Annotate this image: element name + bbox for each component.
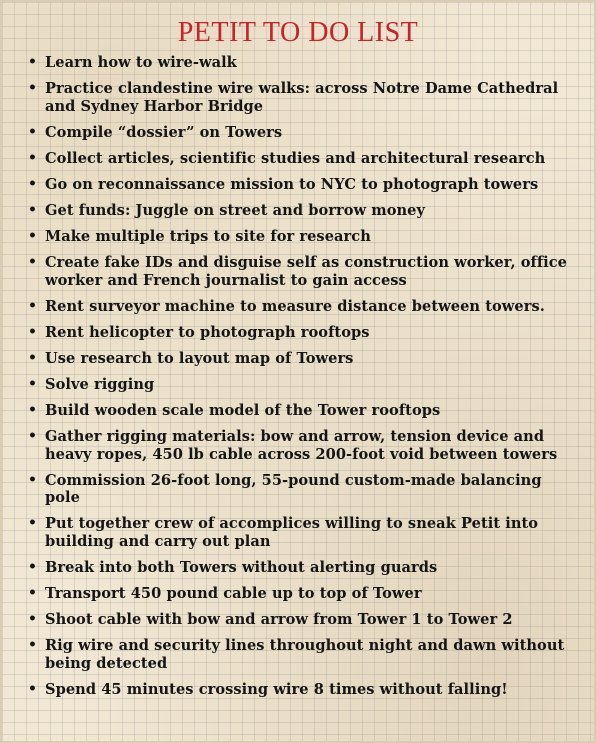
list-item-text: Practice clandestine wire walks: across Notre Dame Cathedral and Sydney Harbor Bridge — [45, 80, 559, 115]
bullet-icon: • — [28, 201, 37, 218]
list-item — [28, 428, 580, 463]
list-item — [28, 80, 580, 115]
bullet-icon: • — [28, 254, 37, 271]
list-item-text: Gather rigging materials: bow and arrow, tension device and heavy ropes, 450 lb cable across 200-foot void between towers — [45, 428, 558, 463]
page-title: PETIT TO DO LIST — [177, 17, 419, 48]
list-item-text: Collect articles, scientific studies and architectural research — [45, 149, 546, 167]
list-item — [28, 350, 580, 368]
list-item-text: Use research to layout map of Towers — [45, 349, 354, 367]
list-item — [28, 176, 580, 194]
list-item — [28, 585, 580, 603]
bullet-icon: • — [28, 376, 37, 393]
list-item — [28, 54, 580, 72]
list-item-text: Get funds: Juggle on street and borrow money — [45, 201, 426, 219]
list-item-text: Rent surveyor machine to measure distance between towers. — [45, 297, 545, 315]
list-item-text: Put together crew of accomplices willing to sneak Petit into building and carry out plan — [45, 515, 539, 550]
list-item-text: Learn how to wire-walk — [45, 54, 237, 71]
list-item — [28, 611, 580, 629]
list-item — [28, 298, 580, 316]
list-item — [28, 228, 580, 246]
bullet-icon: • — [28, 228, 37, 245]
list-item-text: Spend 45 minutes crossing wire 8 times without falling! — [45, 680, 508, 698]
bullet-icon: • — [28, 149, 37, 166]
list-item — [28, 124, 580, 142]
bullet-icon: • — [28, 349, 37, 366]
todo-list — [2, 48, 594, 698]
bullet-icon: • — [28, 428, 37, 445]
list-item-text: Create fake IDs and disguise self as construction worker, office worker and French journalist to gain access — [45, 254, 568, 289]
list-item — [28, 515, 580, 550]
list-item — [28, 254, 580, 289]
list-item-text: Make multiple trips to site for research — [45, 228, 371, 246]
bullet-icon: • — [28, 637, 37, 654]
list-item-text: Build wooden scale model of the Tower rooftops — [45, 402, 441, 420]
bullet-icon: • — [28, 175, 37, 192]
list-item — [28, 324, 580, 342]
list-item-text: Rig wire and security lines throughout night and dawn without being detected — [45, 637, 565, 672]
list-item-text: Solve rigging — [45, 376, 155, 394]
list-item — [28, 637, 580, 672]
list-item — [28, 681, 580, 699]
bullet-icon: • — [28, 515, 37, 532]
list-item-text: Compile “dossier” on Towers — [45, 123, 283, 141]
list-item-text: Shoot cable with bow and arrow from Tower 1 to Tower 2 — [45, 611, 513, 629]
bullet-icon: • — [28, 80, 37, 97]
list-item-text: Go on reconnaissance mission to NYC to photograph towers — [45, 175, 539, 193]
bullet-icon: • — [28, 297, 37, 314]
bullet-icon: • — [28, 611, 37, 628]
bullet-icon: • — [28, 323, 37, 340]
list-item — [28, 150, 580, 168]
list-item — [28, 559, 580, 577]
bullet-icon: • — [28, 123, 37, 140]
list-item — [28, 376, 580, 394]
list-item — [28, 472, 580, 507]
bullet-icon: • — [28, 680, 37, 697]
bullet-icon: • — [28, 402, 37, 419]
bullet-icon: • — [28, 54, 37, 70]
list-item-text: Break into both Towers without alerting guards — [45, 559, 438, 576]
list-item-text: Rent helicopter to photograph rooftops — [45, 323, 370, 341]
list-item — [28, 402, 580, 420]
bullet-icon: • — [28, 585, 37, 602]
list-item-text: Commission 26-foot long, 55-pound custom-made balancing pole — [45, 471, 542, 507]
bullet-icon: • — [28, 559, 37, 575]
bullet-icon: • — [28, 471, 37, 488]
list-item-text: Transport 450 pound cable up to top of Tower — [45, 585, 422, 603]
list-item — [28, 202, 580, 220]
